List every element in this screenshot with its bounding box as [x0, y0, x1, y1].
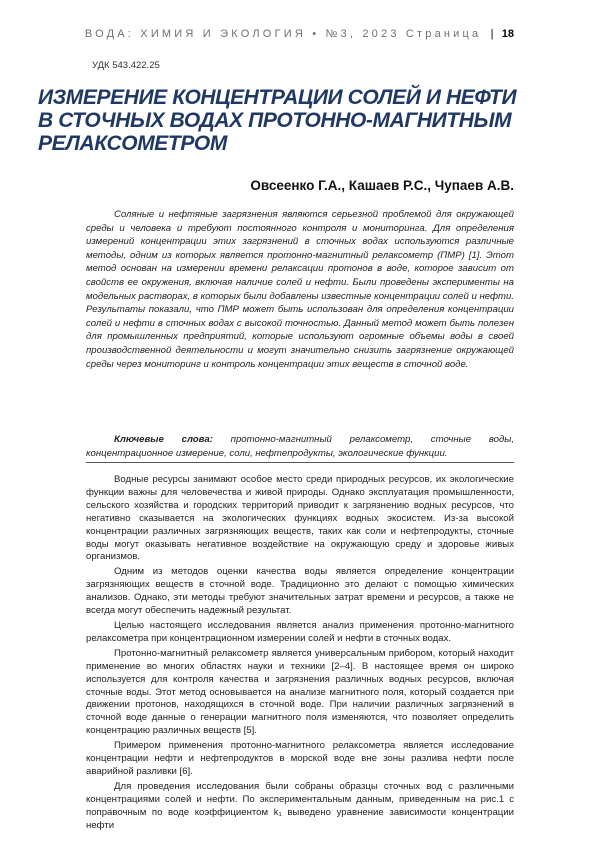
udc-code: УДК 543.422.25 — [92, 60, 160, 71]
title-line: РЕЛАКСОМЕТРОМ — [38, 132, 227, 155]
body-paragraph: Для проведения исследования были собраны образцы сточных вод с различными концентрациями солей и нефти. По экспериментальным данным, приведенным на рис.1 с поправочным по воде коэффициентом k₁ выведено уравнение зависимости концентрации нефти — [86, 780, 514, 831]
title-line: ИЗМЕРЕНИЕ КОНЦЕНТРАЦИИ СОЛЕЙ И НЕФТИ — [38, 86, 517, 109]
body-paragraph: Примером применения протонно-магнитного релаксометра является исследование концентрации нефти и нефтепродуктов в морской воде вне зоны разлива нефти после аварийной разливки [6]. — [86, 740, 514, 777]
body-paragraph: Целью настоящего исследования является анализ применения протонно-магнитного релаксометра при концентрационном измерении солей и нефти в сточных водах. — [86, 619, 514, 644]
journal-name: ВОДА: ХИМИЯ И ЭКОЛОГИЯ • №3, 2023 Страница — [84, 28, 482, 40]
authors: Овсеенко Г.А., Кашаев Р.С., Чупаев А.В. — [250, 178, 514, 193]
keywords-text: протонно-магнитный релаксометр, сточные воды, концентрационное измерение, соли, нефтепродукты, экологические функции. — [86, 434, 514, 459]
header-separator: | — [490, 28, 494, 40]
running-header — [0, 28, 514, 40]
title-line: В СТОЧНЫХ ВОДАХ ПРОТОННО-МАГНИТНЫМ — [38, 109, 512, 132]
abstract: Соляные и нефтяные загрязнения являются серьезной проблемой для окружающей среды и человека и требуют постоянного контроля и мониторинга. Для определения измерений концентрации этих загрязнений в сточных водах используются различные методы, одним из которых является протонно-магнитный релаксометр (ПМР) [1]. Этот метод основан на измерении времени релаксации протонов в воде, которое зависит от свойств ее окружения, включая наличие солей и нефти. Были проведены эксперименты на модельных растворах, в которых были добавлены известные концентрации солей и нефти. Результаты показали, что ПМР может быть использован для определения концентрации солей и нефти в сточных водах с высокой точностью. Данный метод может быть полезен для промышленных предприятий, которые используют огромные объемы воды в своей производственной деятельности и могут значительно снизить загрязнение окружающей среды через мониторинг и контроль концентрации этих веществ в сточной воде. — [86, 209, 514, 370]
page-number: 18 — [501, 28, 514, 40]
article-title — [38, 86, 518, 155]
body-paragraph: Водные ресурсы занимают особое место среди природных ресурсов, их экологические функции важны для человечества и живой природы. Однако эксплуатация промышленности, сельского хозяйства и городских территорий приводит к загрязнению водных ресурсов, что негативно сказывается на экологических функциях водных экосистем. Из-за высокой концентрации различных загрязняющих веществ, таких как соли и нефтепродукты, сточные воды могут оказывать негативное воздействие на окружающую среду и здоровье живых организмов. — [86, 474, 514, 563]
body-paragraph: Протонно-магнитный релаксометр является универсальным прибором, который находит применение во многих областях науки и техники [2–4]. В настоящее время он широко используется для контроля качества и загрязнения различных водных ресурсов, включая сточные воды. Этот метод основывается на анализе магнитного поля, который создается при движении протонов, находящихся в сточной воде. При наличии различных загрязнений в сточной воде данные о генерации магнитного поля изменяются, что позволяет определить концентрацию различных веществ [5]. — [86, 647, 514, 737]
keywords-label: Ключевые слова: — [114, 434, 213, 445]
body-paragraph: Одним из методов оценки качества воды является определение концентрации загрязняющих веществ в сточной воде. Традиционно это делают с помощью химических анализов. Однако, эти методы требуют значительных затрат времени и ресурсов, а также не всегда могут обеспечить надежный результат. — [86, 566, 514, 617]
article-body — [86, 474, 514, 834]
keywords — [86, 433, 514, 463]
